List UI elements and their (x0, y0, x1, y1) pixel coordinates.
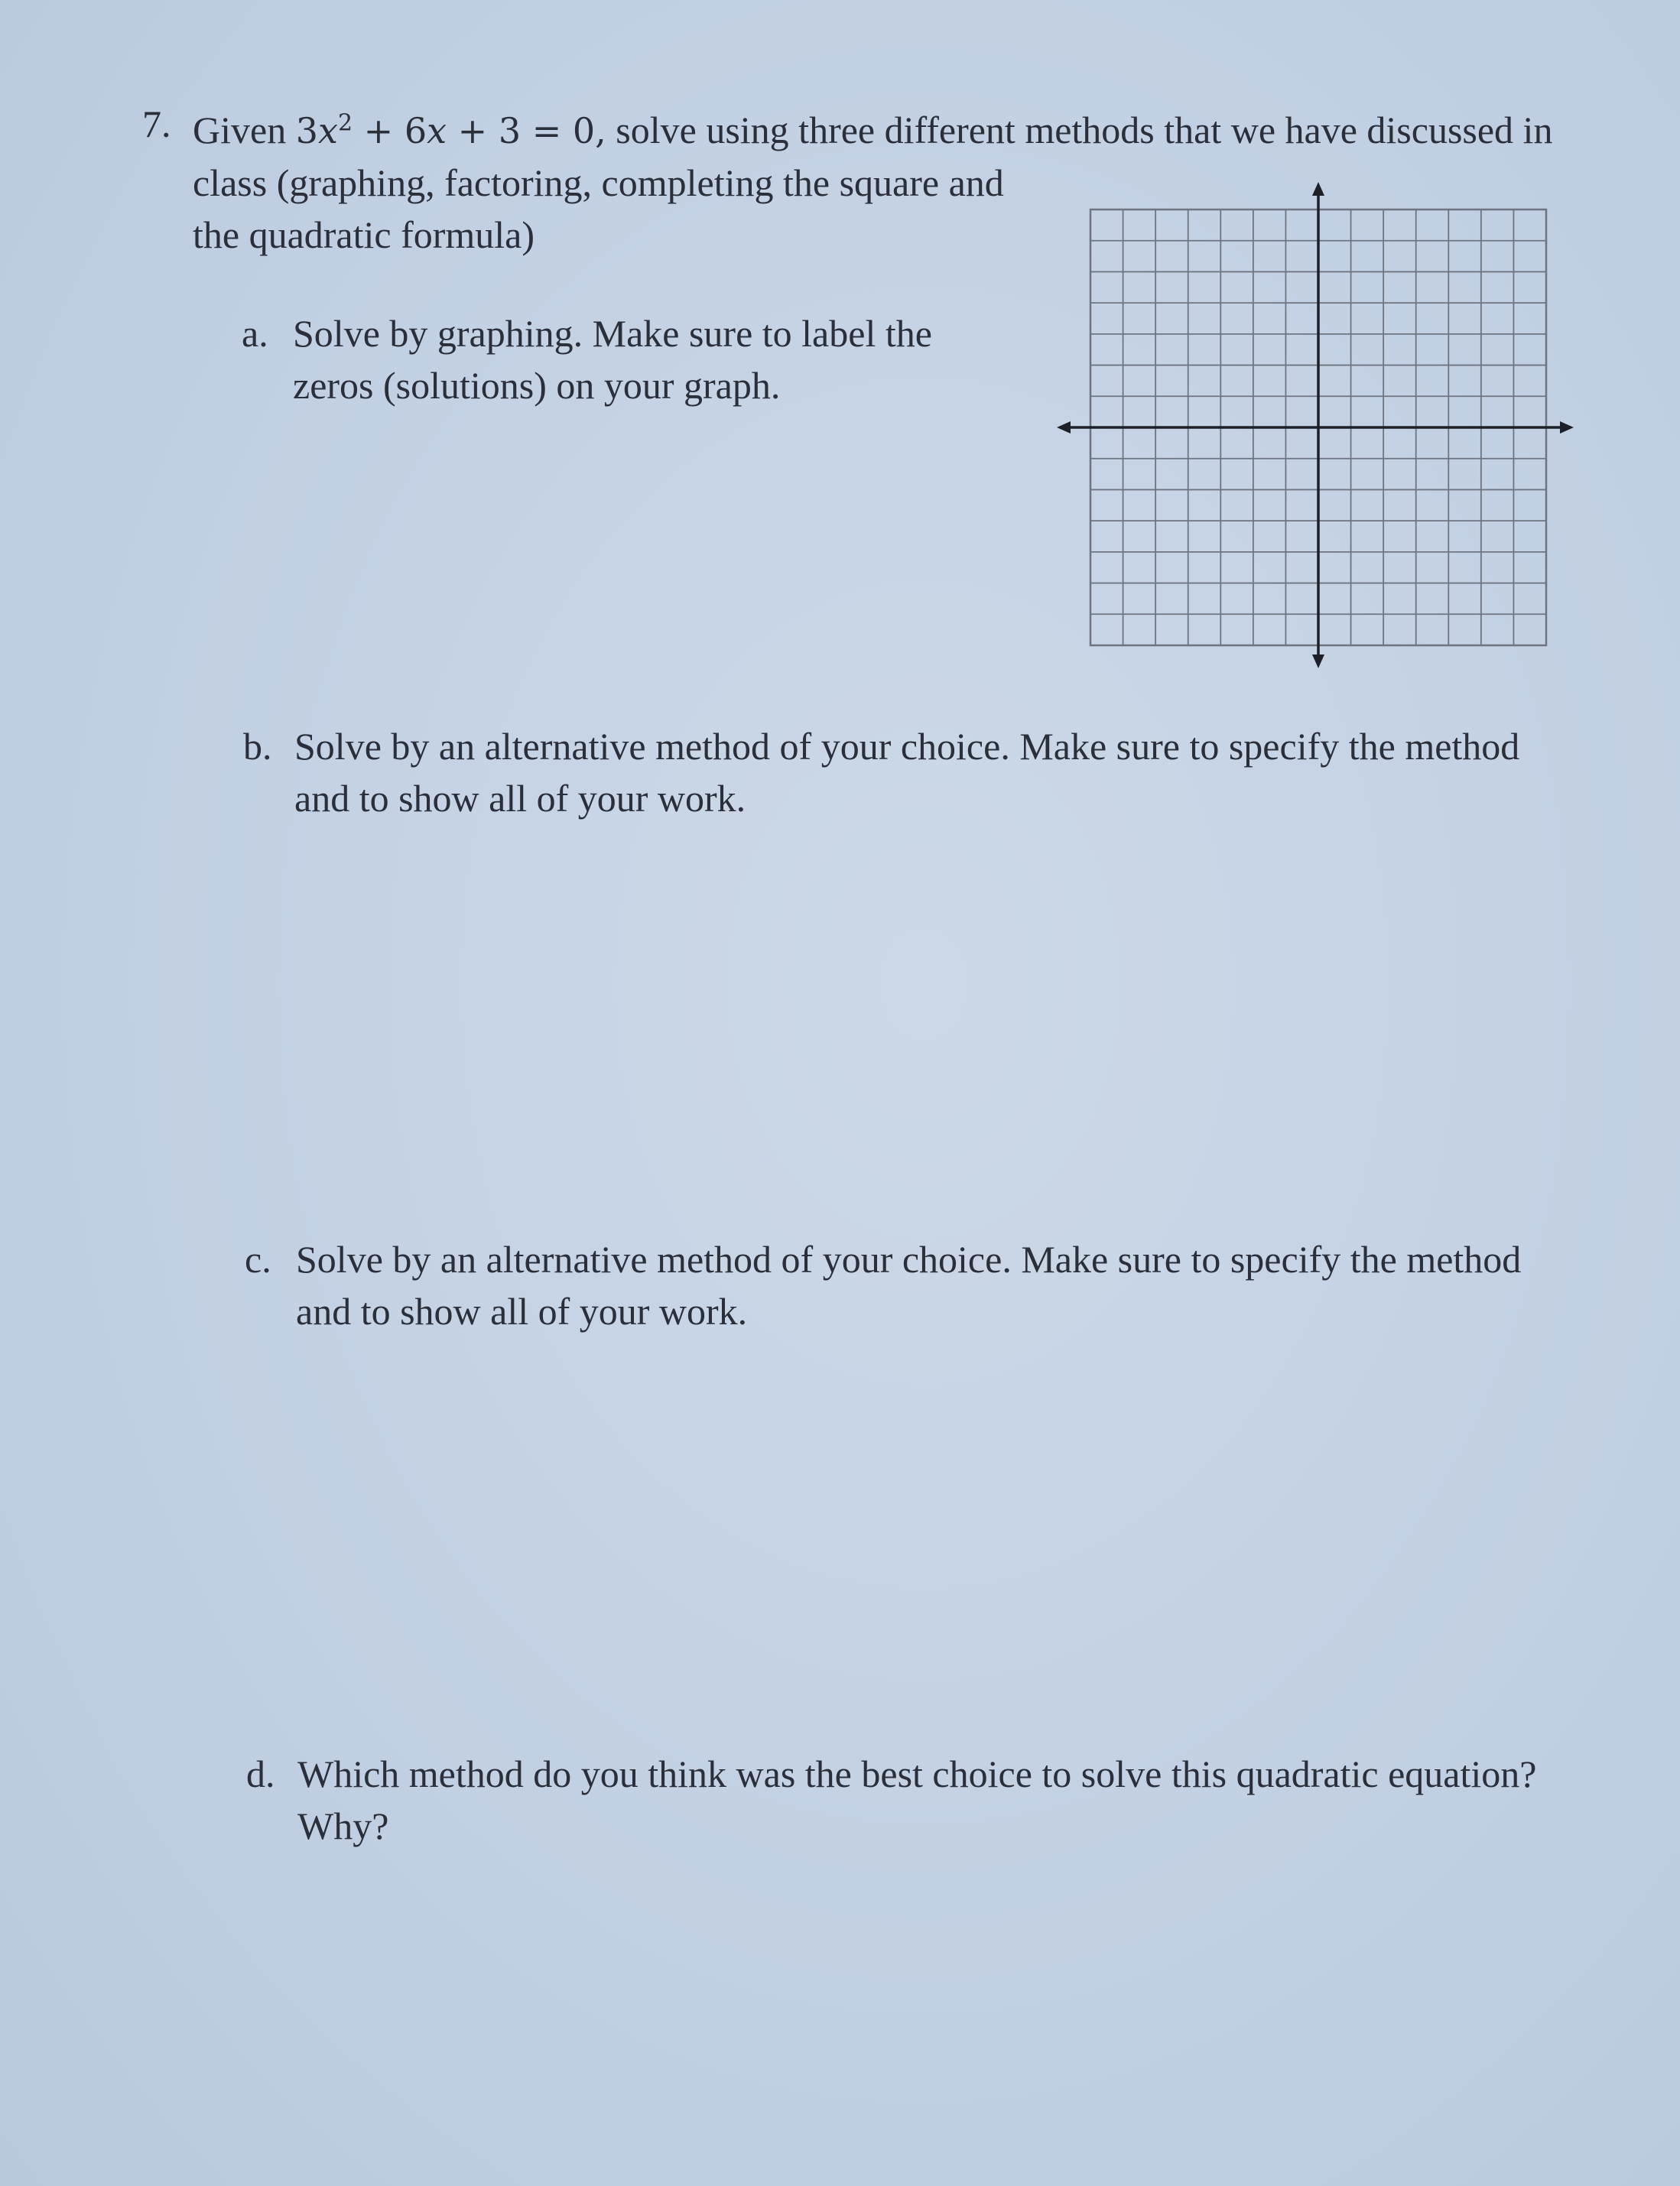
part-b-letter: b. (243, 725, 272, 768)
stem-line-2: class (graphing, factoring, completing the square and (193, 161, 1004, 205)
eq-var-x: x (317, 110, 338, 152)
part-b-text (294, 720, 1519, 824)
problem-number: 7. (142, 102, 171, 145)
quadratic-equation (296, 110, 606, 151)
part-c-line-1: Solve by an alternative method of your choice. Make sure to specify the method (296, 1238, 1522, 1281)
stem-line-1-rest: solve using three different methods that we have discussed in (616, 109, 1553, 152)
part-b-line-2: and to show all of your work. (294, 777, 746, 820)
coordinate-grid[interactable] (1055, 180, 1575, 670)
stem-line-1 (193, 109, 1552, 151)
part-b-line-1: Solve by an alternative method of your choice. Make sure to specify the method (294, 725, 1520, 768)
eq-exponent: 2 (337, 110, 353, 137)
stem-line-3: the quadratic formula) (193, 213, 535, 257)
eq-term-c: + 3 = 0, (447, 110, 606, 152)
part-c-letter: c. (245, 1238, 271, 1281)
part-d-line-2: Why? (297, 1804, 389, 1847)
part-a-line-1: Solve by graphing. Make sure to label the (293, 312, 932, 355)
eq-term-b: + 6 (353, 110, 427, 152)
part-a-line-2: zeros (solutions) on your graph. (293, 364, 781, 407)
part-d-letter: d. (246, 1752, 275, 1795)
part-a-text (293, 307, 932, 411)
y-axis-up-arrow-icon (1312, 182, 1324, 196)
stem-intro: Given (193, 109, 287, 152)
part-c-text (296, 1233, 1521, 1337)
y-axis-down-arrow-icon (1312, 655, 1324, 668)
eq-var-x-2: x (427, 110, 447, 152)
part-d-line-1: Which method do you think was the best choice to solve this quadratic equation? (297, 1752, 1537, 1795)
x-axis-left-arrow-icon (1057, 421, 1071, 434)
part-a-letter: a. (242, 312, 268, 355)
eq-coef-a: 3 (295, 110, 318, 152)
part-d-text (297, 1748, 1536, 1852)
part-c-line-2: and to show all of your work. (296, 1290, 748, 1333)
x-axis-right-arrow-icon (1560, 421, 1574, 434)
